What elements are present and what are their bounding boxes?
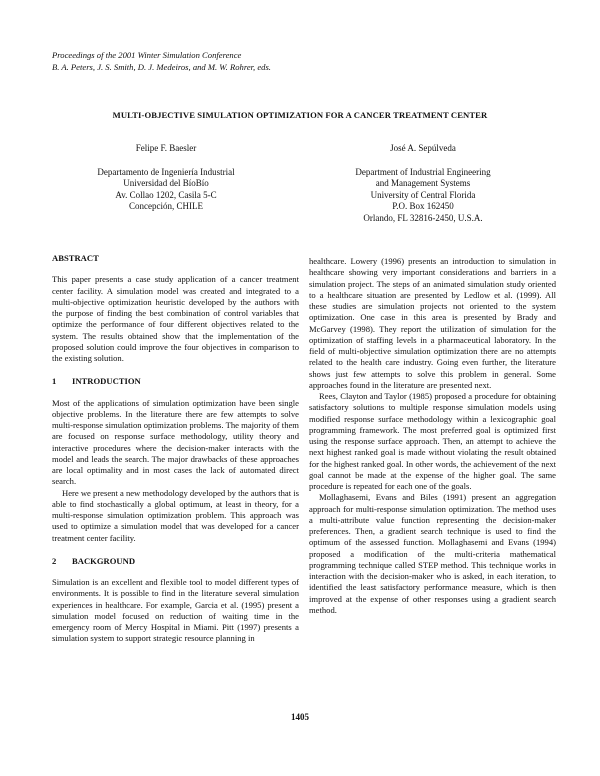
paragraph: Most of the applications of simulation optimization have been single objective problems. In the literature there are few attempts to solve multi-response simulation optimization problems. The majority of them are focused on response surface methodology, utility theory and interactive procedures where the decision-maker interacts with the model and leads the search. The major drawbacks of these approaches are local optimality and in most cases the lack of automated direct search. xyxy=(52,397,299,487)
paper-title: MULTI-OBJECTIVE SIMULATION OPTIMIZATION FOR A CANCER TREATMENT CENTER xyxy=(112,110,488,120)
section-number: 2 xyxy=(52,555,57,566)
paragraph: Mollaghasemi, Evans and Biles (1991) present an aggregation approach for multi-response simulation optimization. The method uses a multi-attribute value function representing the decision-maker preferences. Then, a gradient search technique is used to find the optimum of the assessed function. Mollaghasemi and Evans (1994) proposed a modification of the multi-criteria mathematical programming technique called STEP method. This technique works in interaction with the decision-maker who is asked, in each iteration, to identified the least satisfactory performance measure, which is then improved at the expense of other responses using a gradient search method. xyxy=(309,492,556,615)
page-number: 1405 xyxy=(291,712,309,722)
section-title: INTRODUCTION xyxy=(72,376,141,387)
affiliation-line: Av. Collao 1202, Casila 5-C xyxy=(115,189,217,200)
affiliation-line: Orlando, FL 32816-2450, U.S.A. xyxy=(363,212,483,223)
affiliation-line: P.O. Box 162450 xyxy=(392,201,454,211)
paragraph: Here we present a new methodology developed by the authors that is able to find stochastically a global optimum, at least in theory, for a multi-response simulation optimization problem. This approach was used to optimize a simulation model that was developed for a cancer treatment center facility. xyxy=(52,487,299,543)
section-heading-introduction xyxy=(52,376,299,387)
section-title: BACKGROUND xyxy=(72,555,136,566)
left-column xyxy=(52,253,299,645)
paragraph: Simulation is an excellent and flexible tool to model different types of environments. It is possible to find in the literature several simulation experiences in healthcare. For example, Garcia et al. (1995) present a simulation model focused on reduction of waiting time in the emergency room of Mercy Hospital in Miami. Pitt (1997) presents a simulation system to support strategic resource planning in xyxy=(52,577,299,644)
abstract-heading: ABSTRACT xyxy=(52,253,99,263)
author-block-1 xyxy=(46,143,286,213)
abstract-text: This paper presents a case study application of a cancer treatment center facility. A simulation model was created and integrated to a multi-objective optimization heuristic developed by the authors with the purpose of finding the best combination of control variables that optimize the performance of four different objectives related to the system. The results obtained show that the implementation of the proposed solution could improve the four objectives in comparison to the existing solution. xyxy=(52,274,299,363)
proceedings-header xyxy=(52,50,512,73)
affiliation-line: Concepción, CHILE xyxy=(129,201,203,211)
section-heading-background xyxy=(52,556,299,567)
paragraph: healthcare. Lowery (1996) presents an introduction to simulation in healthcare showing very important considerations and barriers in a simulation project. The steps of an animated simulation study oriented to a healthcare situation are presented by Ledlow et al. (1999). All these studies are simulation projects not oriented to the system optimization. One case in this area is presented by Brady and McGarvey (1998). They report the utilization of simulation for the optimization of staffing levels in a pharmaceutical laboratory. In the field of multi-objective simulation optimization there are no attempts related to the health care industry. Going even further, the literature shows just few attempts to solve this problem in general. Some approaches found in the literature are presented next. xyxy=(309,256,556,390)
author-name: José A. Sepúlveda xyxy=(390,143,456,153)
paragraph: Rees, Clayton and Taylor (1985) proposed a procedure for obtaining satisfactory solutions to multiple response simulation models using modified response surface methodology within a lexicographic goal programming framework. The most preferred goal is optimized first using the response surface approach. Then, an attempt to achieve the next highest ranked goal is made without violating the result obtained for the highest ranked goal. In other words, the achievement of the next goal cannot be made at the expense of the higher goal. The same procedure is repeated for each one of the goals. xyxy=(309,391,556,491)
section-number: 1 xyxy=(52,376,57,387)
affiliation-line: and Management Systems xyxy=(375,178,471,188)
affiliation-line: University of Central Florida xyxy=(370,189,476,200)
affiliation-line: Departamento de Ingeniería Industrial xyxy=(97,166,235,177)
affiliation-line: Universidad del BíoBío xyxy=(123,178,209,188)
author-name: Felipe F. Baesler xyxy=(135,143,197,153)
proceedings-line: Proceedings of the 2001 Winter Simulation Conference xyxy=(52,50,242,60)
editors-line: B. A. Peters, J. S. Smith, D. J. Medeiros, and M. W. Rohrer, eds. xyxy=(52,61,271,72)
author-block-2 xyxy=(303,143,543,224)
affiliation-line: Department of Industrial Engineering xyxy=(355,166,491,177)
right-column xyxy=(309,256,556,616)
